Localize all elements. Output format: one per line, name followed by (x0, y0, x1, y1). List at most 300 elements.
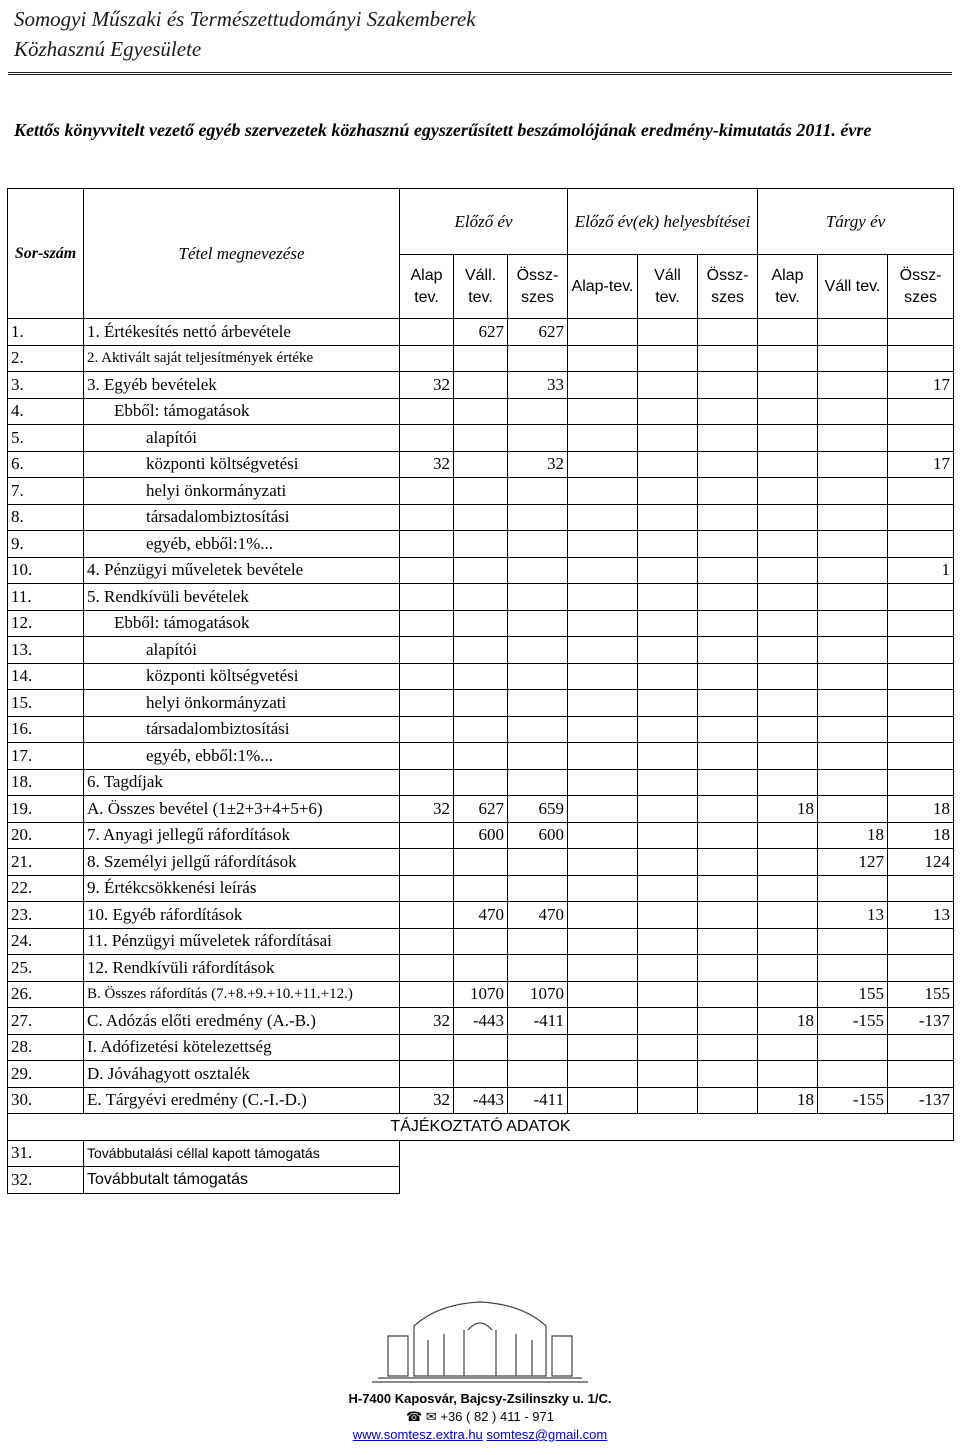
value-cell (508, 478, 568, 505)
row-number: 28. (8, 1034, 84, 1061)
footer-phone-line (0, 1408, 960, 1426)
value-cell (818, 345, 888, 372)
row-label: A. Összes bevétel (1±2+3+4+5+6) (84, 796, 400, 823)
row-label: 12. Rendkívüli ráfordítások (84, 955, 400, 982)
table-row (8, 1061, 954, 1088)
value-cell (454, 849, 508, 876)
row-number: 16. (8, 716, 84, 743)
value-cell (818, 1061, 888, 1088)
table-row (8, 902, 954, 929)
value-cell (568, 902, 638, 929)
value-cell (888, 345, 954, 372)
value-cell (888, 743, 954, 770)
row-number: 6. (8, 451, 84, 478)
value-cell (568, 372, 638, 399)
value-cell: 1070 (508, 981, 568, 1008)
row-label: 6. Tagdíjak (84, 769, 400, 796)
value-cell (454, 557, 508, 584)
header-vall-3: Váll tev. (818, 255, 888, 319)
value-cell: 17 (888, 372, 954, 399)
table-row (8, 478, 954, 505)
value-cell (758, 902, 818, 929)
value-cell (638, 769, 698, 796)
value-cell (568, 849, 638, 876)
value-cell (638, 557, 698, 584)
value-cell (454, 1034, 508, 1061)
header-osszes-3: Össz-szes (888, 255, 954, 319)
row-number: 3. (8, 372, 84, 399)
value-cell (638, 372, 698, 399)
value-cell (818, 716, 888, 743)
value-cell (888, 1034, 954, 1061)
row-number: 10. (8, 557, 84, 584)
value-cell: 600 (454, 822, 508, 849)
value-cell (698, 319, 758, 346)
value-cell (568, 716, 638, 743)
value-cell: 470 (454, 902, 508, 929)
header-divider (8, 72, 952, 75)
value-cell (818, 319, 888, 346)
value-cell (638, 1061, 698, 1088)
value-cell (638, 637, 698, 664)
value-cell (888, 478, 954, 505)
value-cell (508, 663, 568, 690)
value-cell (758, 663, 818, 690)
value-cell (818, 584, 888, 611)
value-cell (568, 398, 638, 425)
row-number: 15. (8, 690, 84, 717)
value-cell (818, 769, 888, 796)
row-number: 5. (8, 425, 84, 452)
header-alap-2: Alap-tev. (568, 255, 638, 319)
value-cell (888, 663, 954, 690)
value-cell (818, 928, 888, 955)
value-cell (758, 928, 818, 955)
value-cell: 17 (888, 451, 954, 478)
value-cell: 627 (454, 796, 508, 823)
value-cell (818, 637, 888, 664)
value-cell (400, 584, 454, 611)
value-cell (638, 743, 698, 770)
value-cell: 18 (758, 1008, 818, 1035)
row-number: 1. (8, 319, 84, 346)
value-cell (508, 690, 568, 717)
value-cell (698, 398, 758, 425)
value-cell (454, 478, 508, 505)
value-cell (638, 928, 698, 955)
table-row (8, 716, 954, 743)
header-osszes-2: Össz-szes (698, 255, 758, 319)
value-cell (758, 822, 818, 849)
value-cell (888, 716, 954, 743)
organization-name-line1: Somogyi Műszaki és Természettudományi Szakemberek (14, 7, 476, 31)
value-cell (508, 955, 568, 982)
value-cell (638, 610, 698, 637)
table-row (8, 1087, 954, 1114)
value-cell (698, 1008, 758, 1035)
value-cell: 18 (888, 796, 954, 823)
value-cell (888, 398, 954, 425)
value-cell (818, 1034, 888, 1061)
value-cell (888, 690, 954, 717)
value-cell (888, 955, 954, 982)
value-cell (758, 769, 818, 796)
value-cell (888, 769, 954, 796)
value-cell (638, 531, 698, 558)
value-cell (638, 663, 698, 690)
value-cell (568, 1008, 638, 1035)
value-cell (698, 875, 758, 902)
value-cell (638, 981, 698, 1008)
header-targy-ev: Tárgy év (758, 189, 954, 255)
row-label: helyi önkormányzati (84, 478, 400, 505)
value-cell (818, 478, 888, 505)
table-row (8, 796, 954, 823)
value-cell: 659 (508, 796, 568, 823)
value-cell (638, 690, 698, 717)
value-cell: -155 (818, 1087, 888, 1114)
row-number: 20. (8, 822, 84, 849)
value-cell (454, 769, 508, 796)
value-cell: -411 (508, 1008, 568, 1035)
table-row (8, 372, 954, 399)
value-cell (400, 690, 454, 717)
row-label: 8. Személyi jellgű ráfordítások (84, 849, 400, 876)
row-number: 21. (8, 849, 84, 876)
value-cell: 13 (888, 902, 954, 929)
value-cell (454, 531, 508, 558)
value-cell (400, 849, 454, 876)
value-cell (818, 796, 888, 823)
value-cell (758, 425, 818, 452)
row-number: 17. (8, 743, 84, 770)
value-cell (638, 955, 698, 982)
row-number: 19. (8, 796, 84, 823)
value-cell (698, 637, 758, 664)
value-cell (758, 637, 818, 664)
value-cell (400, 716, 454, 743)
value-cell: 470 (508, 902, 568, 929)
value-cell (568, 345, 638, 372)
header-elozo-ev: Előző év (400, 189, 568, 255)
value-cell (758, 875, 818, 902)
value-cell: 32 (400, 1008, 454, 1035)
row-number: 25. (8, 955, 84, 982)
footer-address: H-7400 Kaposvár, Bajcsy-Zsilinszky u. 1/C. (348, 1391, 612, 1406)
value-cell (508, 345, 568, 372)
footer (0, 1390, 960, 1444)
row-label: 10. Egyéb ráfordítások (84, 902, 400, 929)
row-label: Ebből: támogatások (84, 398, 400, 425)
value-cell (758, 690, 818, 717)
row-label: 1. Értékesítés nettó árbevétele (84, 319, 400, 346)
value-cell: 32 (400, 796, 454, 823)
value-cell (698, 769, 758, 796)
value-cell (638, 1034, 698, 1061)
value-cell (454, 504, 508, 531)
value-cell (698, 822, 758, 849)
value-cell (508, 769, 568, 796)
value-cell (638, 451, 698, 478)
row-number: 23. (8, 902, 84, 929)
value-cell: 32 (508, 451, 568, 478)
value-cell (400, 398, 454, 425)
value-cell (698, 981, 758, 1008)
value-cell (508, 875, 568, 902)
table-row (8, 610, 954, 637)
value-cell (400, 319, 454, 346)
table-row (8, 319, 954, 346)
value-cell (698, 504, 758, 531)
value-cell (758, 743, 818, 770)
value-cell (400, 610, 454, 637)
value-cell (508, 1034, 568, 1061)
value-cell (888, 875, 954, 902)
row-label: D. Jóváhagyott osztalék (84, 1061, 400, 1088)
table-row (8, 1008, 954, 1035)
value-cell (698, 955, 758, 982)
table-row (8, 531, 954, 558)
value-cell (508, 637, 568, 664)
row-label: 11. Pénzügyi műveletek ráfordításai (84, 928, 400, 955)
value-cell (638, 1008, 698, 1035)
value-cell (638, 822, 698, 849)
value-cell: -443 (454, 1087, 508, 1114)
value-cell (400, 875, 454, 902)
row-label: 3. Egyéb bevételek (84, 372, 400, 399)
value-cell (454, 425, 508, 452)
row-number: 24. (8, 928, 84, 955)
table-row (8, 425, 954, 452)
row-number: 9. (8, 531, 84, 558)
value-cell (454, 451, 508, 478)
value-cell (698, 663, 758, 690)
row-label: 4. Pénzügyi műveletek bevétele (84, 557, 400, 584)
value-cell: 124 (888, 849, 954, 876)
value-cell (758, 584, 818, 611)
row-number: 8. (8, 504, 84, 531)
value-cell (568, 663, 638, 690)
value-cell (454, 584, 508, 611)
value-cell (454, 690, 508, 717)
phone-icon: ☎ ✉ (406, 1409, 441, 1424)
value-cell (888, 610, 954, 637)
value-cell (758, 504, 818, 531)
value-cell (758, 372, 818, 399)
value-cell (454, 716, 508, 743)
website-link[interactable]: www.somtesz.extra.hu (352, 1427, 483, 1442)
info-row (8, 1140, 954, 1167)
table-row (8, 955, 954, 982)
header-osszes: Össz-szes (508, 255, 568, 319)
value-cell (568, 1034, 638, 1061)
value-cell (818, 690, 888, 717)
value-cell (400, 557, 454, 584)
value-cell: 18 (818, 822, 888, 849)
row-number: 27. (8, 1008, 84, 1035)
value-cell (638, 875, 698, 902)
value-cell (638, 716, 698, 743)
value-cell (698, 1061, 758, 1088)
footer-contacts (0, 1426, 960, 1444)
value-cell (568, 425, 638, 452)
value-cell (400, 425, 454, 452)
value-cell (568, 1087, 638, 1114)
value-cell (818, 663, 888, 690)
value-cell (400, 822, 454, 849)
value-cell (818, 451, 888, 478)
value-cell (818, 610, 888, 637)
value-cell (698, 743, 758, 770)
row-label: I. Adófizetési kötelezettség (84, 1034, 400, 1061)
row-label: E. Tárgyévi eredmény (C.-I.-D.) (84, 1087, 400, 1114)
value-cell (400, 531, 454, 558)
value-cell (568, 822, 638, 849)
value-cell (758, 955, 818, 982)
value-cell (818, 743, 888, 770)
value-cell (508, 398, 568, 425)
value-cell (400, 663, 454, 690)
value-cell (508, 425, 568, 452)
info-row (8, 1167, 954, 1194)
value-cell (568, 557, 638, 584)
row-number: 30. (8, 1087, 84, 1114)
value-cell (758, 345, 818, 372)
value-cell (508, 928, 568, 955)
row-label: központi költségvetési (84, 451, 400, 478)
value-cell (454, 663, 508, 690)
value-cell (454, 637, 508, 664)
organization-name-line2: Közhasznú Egyesülete (14, 37, 202, 61)
value-cell (400, 504, 454, 531)
value-cell: 155 (888, 981, 954, 1008)
value-cell: -411 (508, 1087, 568, 1114)
value-cell (638, 902, 698, 929)
value-cell (400, 928, 454, 955)
row-label: központi költségvetési (84, 663, 400, 690)
row-number: 22. (8, 875, 84, 902)
value-cell (758, 610, 818, 637)
value-cell (818, 372, 888, 399)
info-heading: TÁJÉKOZTATÓ ADATOK (8, 1114, 954, 1141)
value-cell (698, 531, 758, 558)
value-cell (400, 478, 454, 505)
value-cell (508, 584, 568, 611)
value-cell (758, 849, 818, 876)
value-cell (758, 398, 818, 425)
row-number: 4. (8, 398, 84, 425)
info-heading-row (8, 1114, 954, 1141)
value-cell (454, 928, 508, 955)
value-cell: 127 (818, 849, 888, 876)
value-cell (568, 584, 638, 611)
value-cell (758, 1034, 818, 1061)
table-row (8, 504, 954, 531)
value-cell (818, 531, 888, 558)
value-cell (400, 637, 454, 664)
row-number: 12. (8, 610, 84, 637)
value-cell (454, 372, 508, 399)
value-cell (888, 584, 954, 611)
value-cell: 32 (400, 372, 454, 399)
value-cell (508, 716, 568, 743)
value-cell (698, 372, 758, 399)
value-cell: 627 (454, 319, 508, 346)
value-cell (568, 451, 638, 478)
table-row (8, 584, 954, 611)
value-cell (508, 849, 568, 876)
value-cell (508, 557, 568, 584)
value-cell (568, 610, 638, 637)
value-cell (758, 716, 818, 743)
value-cell (568, 981, 638, 1008)
value-cell: 18 (888, 822, 954, 849)
footer-phone: +36 ( 82 ) 411 - 971 (440, 1409, 554, 1424)
email-link[interactable]: somtesz@gmail.com (486, 1427, 608, 1442)
value-cell (758, 531, 818, 558)
row-number: 14. (8, 663, 84, 690)
value-cell (454, 398, 508, 425)
value-cell: 600 (508, 822, 568, 849)
value-cell (638, 796, 698, 823)
value-cell (698, 690, 758, 717)
value-cell (568, 928, 638, 955)
value-cell (758, 1061, 818, 1088)
row-label: társadalombiztosítási (84, 504, 400, 531)
header-tetel: Tétel megnevezése (84, 189, 400, 319)
value-cell (568, 875, 638, 902)
header-vall-2: Váll tev. (638, 255, 698, 319)
row-number: 26. (8, 981, 84, 1008)
row-label: alapítói (84, 637, 400, 664)
row-number: 32. (8, 1167, 84, 1194)
value-cell (638, 425, 698, 452)
value-cell: 627 (508, 319, 568, 346)
value-cell (508, 531, 568, 558)
value-cell (400, 769, 454, 796)
table-row (8, 663, 954, 690)
value-cell (698, 928, 758, 955)
value-cell: 32 (400, 451, 454, 478)
table-row (8, 451, 954, 478)
value-cell (454, 1061, 508, 1088)
table-row (8, 345, 954, 372)
value-cell (758, 557, 818, 584)
value-cell (698, 584, 758, 611)
value-cell (698, 1034, 758, 1061)
value-cell (818, 557, 888, 584)
table-row (8, 981, 954, 1008)
table-row (8, 690, 954, 717)
row-label: Továbbutalási céllal kapott támogatás (84, 1140, 400, 1167)
value-cell (400, 981, 454, 1008)
value-cell (888, 504, 954, 531)
table-row (8, 769, 954, 796)
value-cell (568, 1061, 638, 1088)
value-cell: -137 (888, 1008, 954, 1035)
row-label: egyéb, ebből:1%... (84, 531, 400, 558)
header-sorszam: Sor-szám (8, 189, 84, 319)
value-cell: 18 (758, 796, 818, 823)
value-cell (400, 902, 454, 929)
value-cell (888, 531, 954, 558)
table-row (8, 743, 954, 770)
row-label: egyéb, ebből:1%... (84, 743, 400, 770)
value-cell (888, 319, 954, 346)
value-cell: 1 (888, 557, 954, 584)
row-number: 29. (8, 1061, 84, 1088)
row-number: 31. (8, 1140, 84, 1167)
